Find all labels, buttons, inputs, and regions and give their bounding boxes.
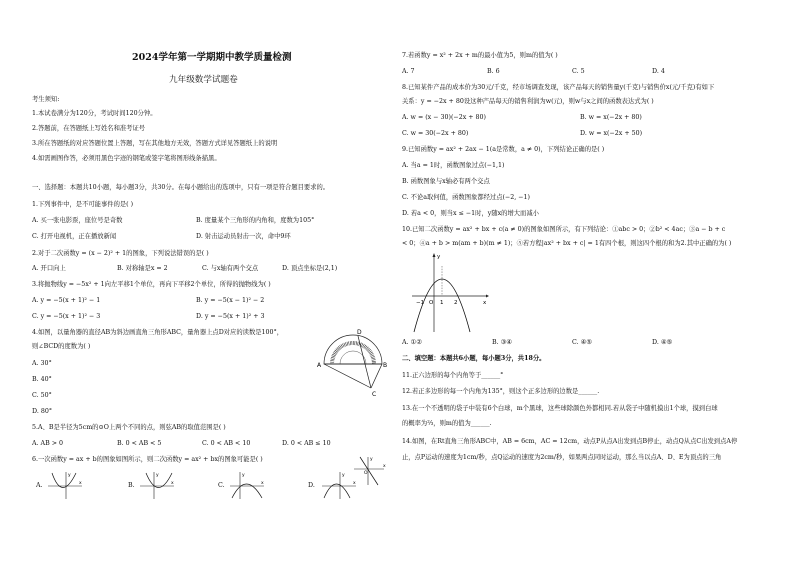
q7-option-c[interactable]: C. 5	[572, 68, 585, 75]
axis-y-label: y	[370, 457, 373, 462]
q5-option-c[interactable]: C. 0 < AB < 10	[202, 440, 251, 447]
section-1-heading: 一、选择题：本题共10小题，每小题3分，共30分。在每小题给出的选项中，只有一项是符合题目要求的。	[32, 184, 330, 191]
q9-option-c[interactable]: C. 不论a取何值，函数图象都经过点(−2, −1)	[402, 194, 530, 201]
parabola	[52, 473, 76, 488]
q2-option-d[interactable]: D. 顶点坐标是(2,1)	[282, 265, 338, 272]
q6-option-b-label[interactable]: B.	[128, 482, 135, 489]
notice-4: 4.如需画图作答，必须用黑色字迹的钢笔或签字笔将图形线条描黑。	[32, 155, 221, 162]
q6-option-d-graph[interactable]	[320, 470, 358, 500]
axis-x-label: x	[383, 464, 386, 469]
q13-line2: 的概率为⅔，则m的值为______.	[402, 420, 492, 427]
q9-option-a[interactable]: A. 当a = 1时，函数图象过点(−1,1)	[402, 162, 505, 169]
q6-option-b-graph[interactable]	[138, 470, 176, 500]
q9-option-b[interactable]: B. 函数图象与x轴必有两个交点	[402, 178, 490, 185]
axis-x-label: x	[353, 481, 356, 486]
q4-stem-line2: 则∠BCD的度数为( )	[32, 343, 91, 350]
q3-option-a[interactable]: A. y = −5(x + 1)² − 1	[32, 297, 101, 304]
q10-option-b[interactable]: B. ③④	[492, 339, 512, 346]
axis-x-label: x	[79, 481, 82, 486]
q7-option-a[interactable]: A. 7	[402, 68, 415, 75]
q4-option-b[interactable]: B. 40°	[32, 376, 52, 383]
q10-option-a[interactable]: A. ①②	[402, 339, 422, 346]
q10-stem-line1: 10.已知二次函数y = ax² + bx + c(a ≠ 0)的图象如图所示，有下列结论：①abc > 0；②b² < 4ac；③a − b + c	[402, 226, 726, 233]
label-b: B	[383, 362, 388, 369]
q7-option-d[interactable]: D. 4	[652, 68, 665, 75]
q3-option-d[interactable]: D. y = −5(x + 1)² + 3	[196, 313, 265, 320]
q3-option-c[interactable]: C. y = −5(x + 1)² − 3	[32, 313, 101, 320]
q4-option-d[interactable]: D. 80°	[32, 408, 52, 415]
y-axis-arrow	[433, 253, 436, 257]
q4-option-c[interactable]: C. 50°	[32, 392, 52, 399]
axis-x-label: x	[171, 481, 174, 486]
q10-option-d[interactable]: D. ④⑤	[652, 339, 673, 346]
q3-option-b[interactable]: B. y = −5(x − 1)² − 2	[196, 297, 265, 304]
axis-y-label: y	[68, 473, 71, 478]
q2-stem: 2.对于二次函数y = (x − 2)² + 1的图象，下列说法错误的是( )	[32, 250, 209, 257]
q14-line2: 止，点P运动的速度为1cm/秒，点Q运动的速度为2cm/秒，如果两点同时运动，那么当以点A、D、E为顶点的三角	[402, 454, 722, 461]
exam-subtitle: 九年级数学试题卷	[169, 75, 238, 85]
q8-option-a[interactable]: A. w = (x − 30)(−2x + 80)	[402, 114, 487, 121]
notice-1: 1.本试卷满分为120分，考试时间120分钟。	[32, 110, 157, 117]
notice-3: 3.所在答题纸的对应答题位置上答题，写在其他地方无效，答题方式详见答题纸上的说明	[32, 140, 278, 147]
q4-stem-line1: 4.如图，以量角器的直径AB为斜边画直角三角形ABC，量角器上点D对应的读数是100°，	[32, 329, 284, 336]
q10-option-c[interactable]: C. ④⑤	[572, 339, 592, 346]
q2-option-b[interactable]: B. 对称轴是x = 2	[117, 265, 168, 272]
q9-stem: 9.已知函数y = ax² + 2ax − 1(a是常数，a ≠ 0)，下列结论正确的是( )	[402, 146, 605, 153]
q8-stem-line2: 关系：y = −2x + 80设这种产品每天的销售利润为w(元)，则w与x之间的函数表达式为( )	[402, 98, 654, 105]
q7-option-b[interactable]: B. 6	[487, 68, 500, 75]
q11: 11.正六边形的每个内角等于______°	[402, 372, 504, 379]
section-2-heading: 二、填空题：本题共6小题，每小题3分，共18分。	[402, 355, 546, 362]
segment-bc	[371, 364, 382, 388]
segment-ac	[324, 364, 371, 388]
origin-label: O	[429, 300, 434, 306]
label-d: D	[357, 329, 362, 336]
q5-option-a[interactable]: A. AB > 0	[32, 440, 64, 447]
exam-title: 2024学年第一学期期中教学质量检测	[132, 52, 292, 63]
q1-option-d[interactable]: D. 射击运动员射击一次，命中9环	[196, 233, 291, 240]
q9-option-d[interactable]: D. 若a < 0，则当x ≤ −1时，y随x的增大而减小	[402, 210, 539, 217]
q1-stem: 1.下列事件中，是不可能事件的是( )	[32, 201, 134, 208]
q5-stem: 5.A、B是半径为5cm的⊙O上两个不同的点，则弦AB的取值范围是( )	[32, 424, 226, 431]
label-c: C	[372, 391, 377, 398]
q14-line1: 14.如图，在Rt直角三角形ABC中，AB = 6cm，AC = 12cm，动点P从点A出发到点B停止，动点Q从点C出发到点A停	[402, 438, 738, 445]
axis-y-label: y	[242, 473, 245, 478]
parabola	[146, 473, 172, 488]
q6-option-d-label[interactable]: D.	[308, 482, 315, 489]
q1-option-c[interactable]: C. 打开电视机，正在播放新闻	[32, 233, 117, 240]
q5-option-b[interactable]: B. 0 < AB < 5	[117, 440, 162, 447]
segment-cd	[358, 336, 371, 388]
axis-x-label: x	[261, 481, 264, 486]
q1-option-b[interactable]: B. 度量某个三角形的内角和，度数为105°	[196, 217, 315, 224]
label-a: A	[317, 362, 322, 369]
axis-y-label: y	[156, 473, 159, 478]
q8-option-b[interactable]: B. w = x(−2x + 80)	[580, 114, 642, 121]
q1-option-a[interactable]: A. 买一张电影票，座位号是奇数	[32, 217, 123, 224]
notice-heading: 考生须知:	[32, 96, 60, 103]
tick-1: 1	[440, 300, 444, 306]
linear-line	[360, 457, 378, 485]
q8-option-d[interactable]: D. w = x(−2x + 50)	[580, 130, 643, 137]
q6-stem: 6.一次函数y = ax + b的图象如图所示，则二次函数y = ax² + bx的图象可能是( )	[32, 456, 263, 463]
q4-option-a[interactable]: A. 30°	[32, 360, 52, 367]
q10-stem-line2: < 0；④a + b > m(am + b)(m ≠ 1)；⑤若方程|ax² + bx + c| = 1有四个根，则这四个根的和为2.其中正确的为( )	[402, 240, 732, 247]
origin-label: O	[364, 471, 368, 476]
q2-option-a[interactable]: A. 开口向上	[32, 265, 66, 272]
protractor-scale	[332, 343, 374, 364]
tick-neg1: −1	[416, 300, 425, 306]
q7-stem: 7.若函数y = x² + 2x + m的最小值为5，则m的值为( )	[402, 52, 558, 59]
q13-line1: 13.在一个不透明的袋子中装有6个白球，m个黑球，这些球除颜色外都相同.若从袋子中随机摸出1个球，摸到白球	[402, 405, 718, 412]
q3-stem: 3.将抛物线y = −5x² + 1向左平移1个单位，再向下平移2个单位，所得的抛物线为( )	[32, 281, 271, 288]
tick-2: 2	[454, 300, 458, 306]
q8-option-c[interactable]: C. w = 30(−2x + 80)	[402, 130, 469, 137]
axis-y-label: y	[342, 473, 345, 478]
x-axis-arrow	[486, 295, 489, 298]
q6-option-c-label[interactable]: C.	[218, 482, 225, 489]
q5-option-d[interactable]: D. 0 < AB ≤ 10	[282, 440, 331, 447]
q6-option-a-graph[interactable]	[46, 470, 84, 500]
q4-protractor-figure	[317, 329, 388, 400]
q10-parabola-figure	[410, 252, 490, 334]
axis-x-label: x	[483, 300, 487, 306]
q6-option-a-label[interactable]: A.	[36, 482, 43, 489]
q6-option-c-graph[interactable]	[228, 470, 266, 500]
q2-option-c[interactable]: C. 与x轴有两个交点	[202, 265, 259, 272]
q12: 12.若正多边形的每一个内角为135°，则这个正多边形的边数是______.	[402, 388, 600, 395]
notice-2: 2.答题前，在答题纸上写姓名和准考证号	[32, 125, 146, 132]
axis-y-label: y	[437, 254, 441, 260]
q8-stem-line1: 8.已知某件产品的成本价为30元/千克，经市场调查发现，该产品每天的销售量y(千克)与销售价x(元/千克)有如下	[402, 84, 715, 91]
